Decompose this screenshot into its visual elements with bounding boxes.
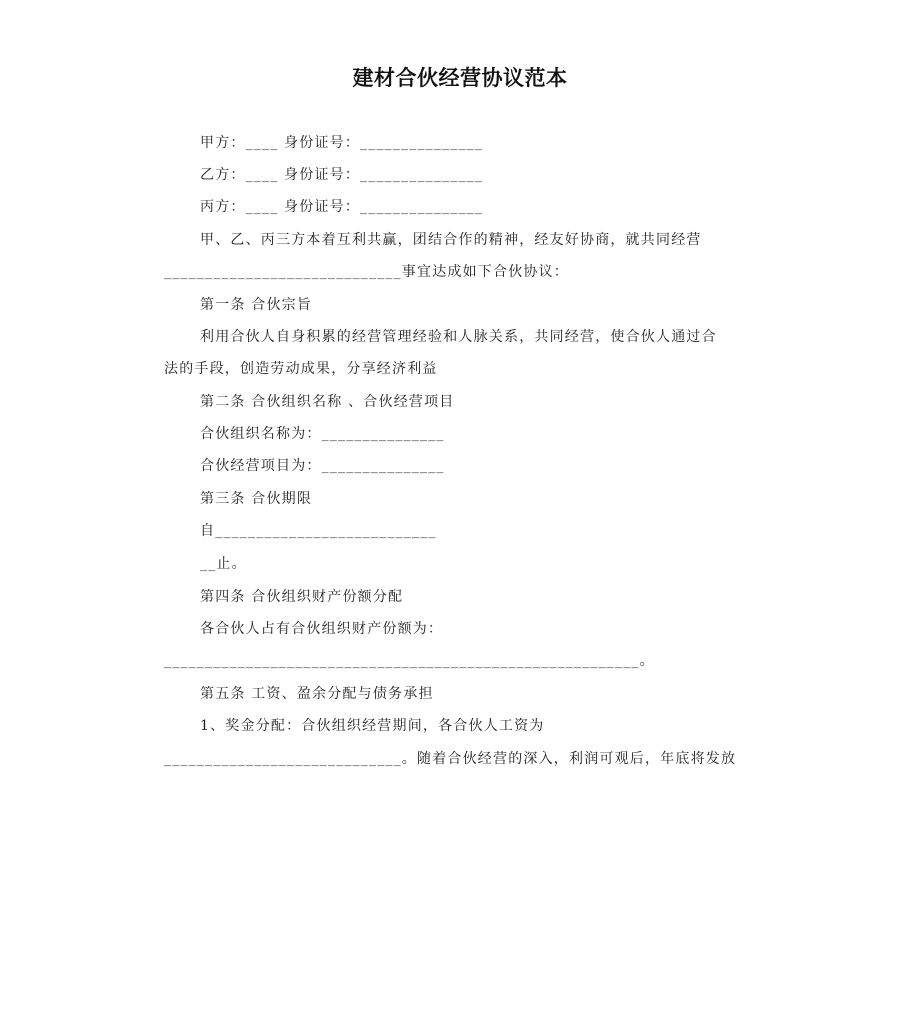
party-c-line: 丙方：____ 身份证号：_______________: [200, 199, 484, 215]
property-share-line: 各合伙人占有合伙组织财产份额为：: [200, 621, 444, 637]
party-b-line: 乙方：____ 身份证号：_______________: [200, 167, 484, 183]
party-a-line: 甲方：____ 身份证号：_______________: [200, 135, 484, 151]
organization-name-line: 合伙组织名称为：_______________: [200, 426, 445, 442]
bonus-distribution-line-2: _____________________________。随着合伙经营的深入，利润可观后，年底将发放: [164, 751, 737, 767]
article-1-text-line-1: 利用合伙人自身积累的经营管理经验和人脉关系，共同经营，使合伙人通过合: [200, 329, 717, 345]
intro-paragraph-line-1: 甲、乙、丙三方本着互利共赢，团结合作的精神，经友好协商，就共同经营: [200, 232, 702, 248]
term-start-line: 自___________________________: [200, 523, 437, 539]
article-4-heading: 第四条 合伙组织财产份额分配: [200, 589, 404, 605]
term-end-line: __止。: [200, 556, 247, 572]
business-project-line: 合伙经营项目为：_______________: [200, 458, 445, 474]
property-share-blank-line: __________________________________________________________。: [164, 653, 655, 669]
article-5-heading: 第五条 工资、盈余分配与债务承担: [200, 686, 434, 702]
document-title: 建材合伙经营协议范本: [352, 66, 568, 90]
article-1-text-line-2: 法的手段，创造劳动成果，分享经济利益: [164, 361, 438, 377]
article-2-heading: 第二条 合伙组织名称 、合伙经营项目: [200, 394, 455, 410]
article-3-heading: 第三条 合伙期限: [200, 491, 313, 507]
article-1-heading: 第一条 合伙宗旨: [200, 297, 313, 313]
bonus-distribution-line-1: 1、奖金分配：合伙组织经营期间，各合伙人工资为: [200, 718, 545, 734]
intro-paragraph-line-2: _____________________________事宜达成如下合伙协议：: [164, 264, 569, 280]
